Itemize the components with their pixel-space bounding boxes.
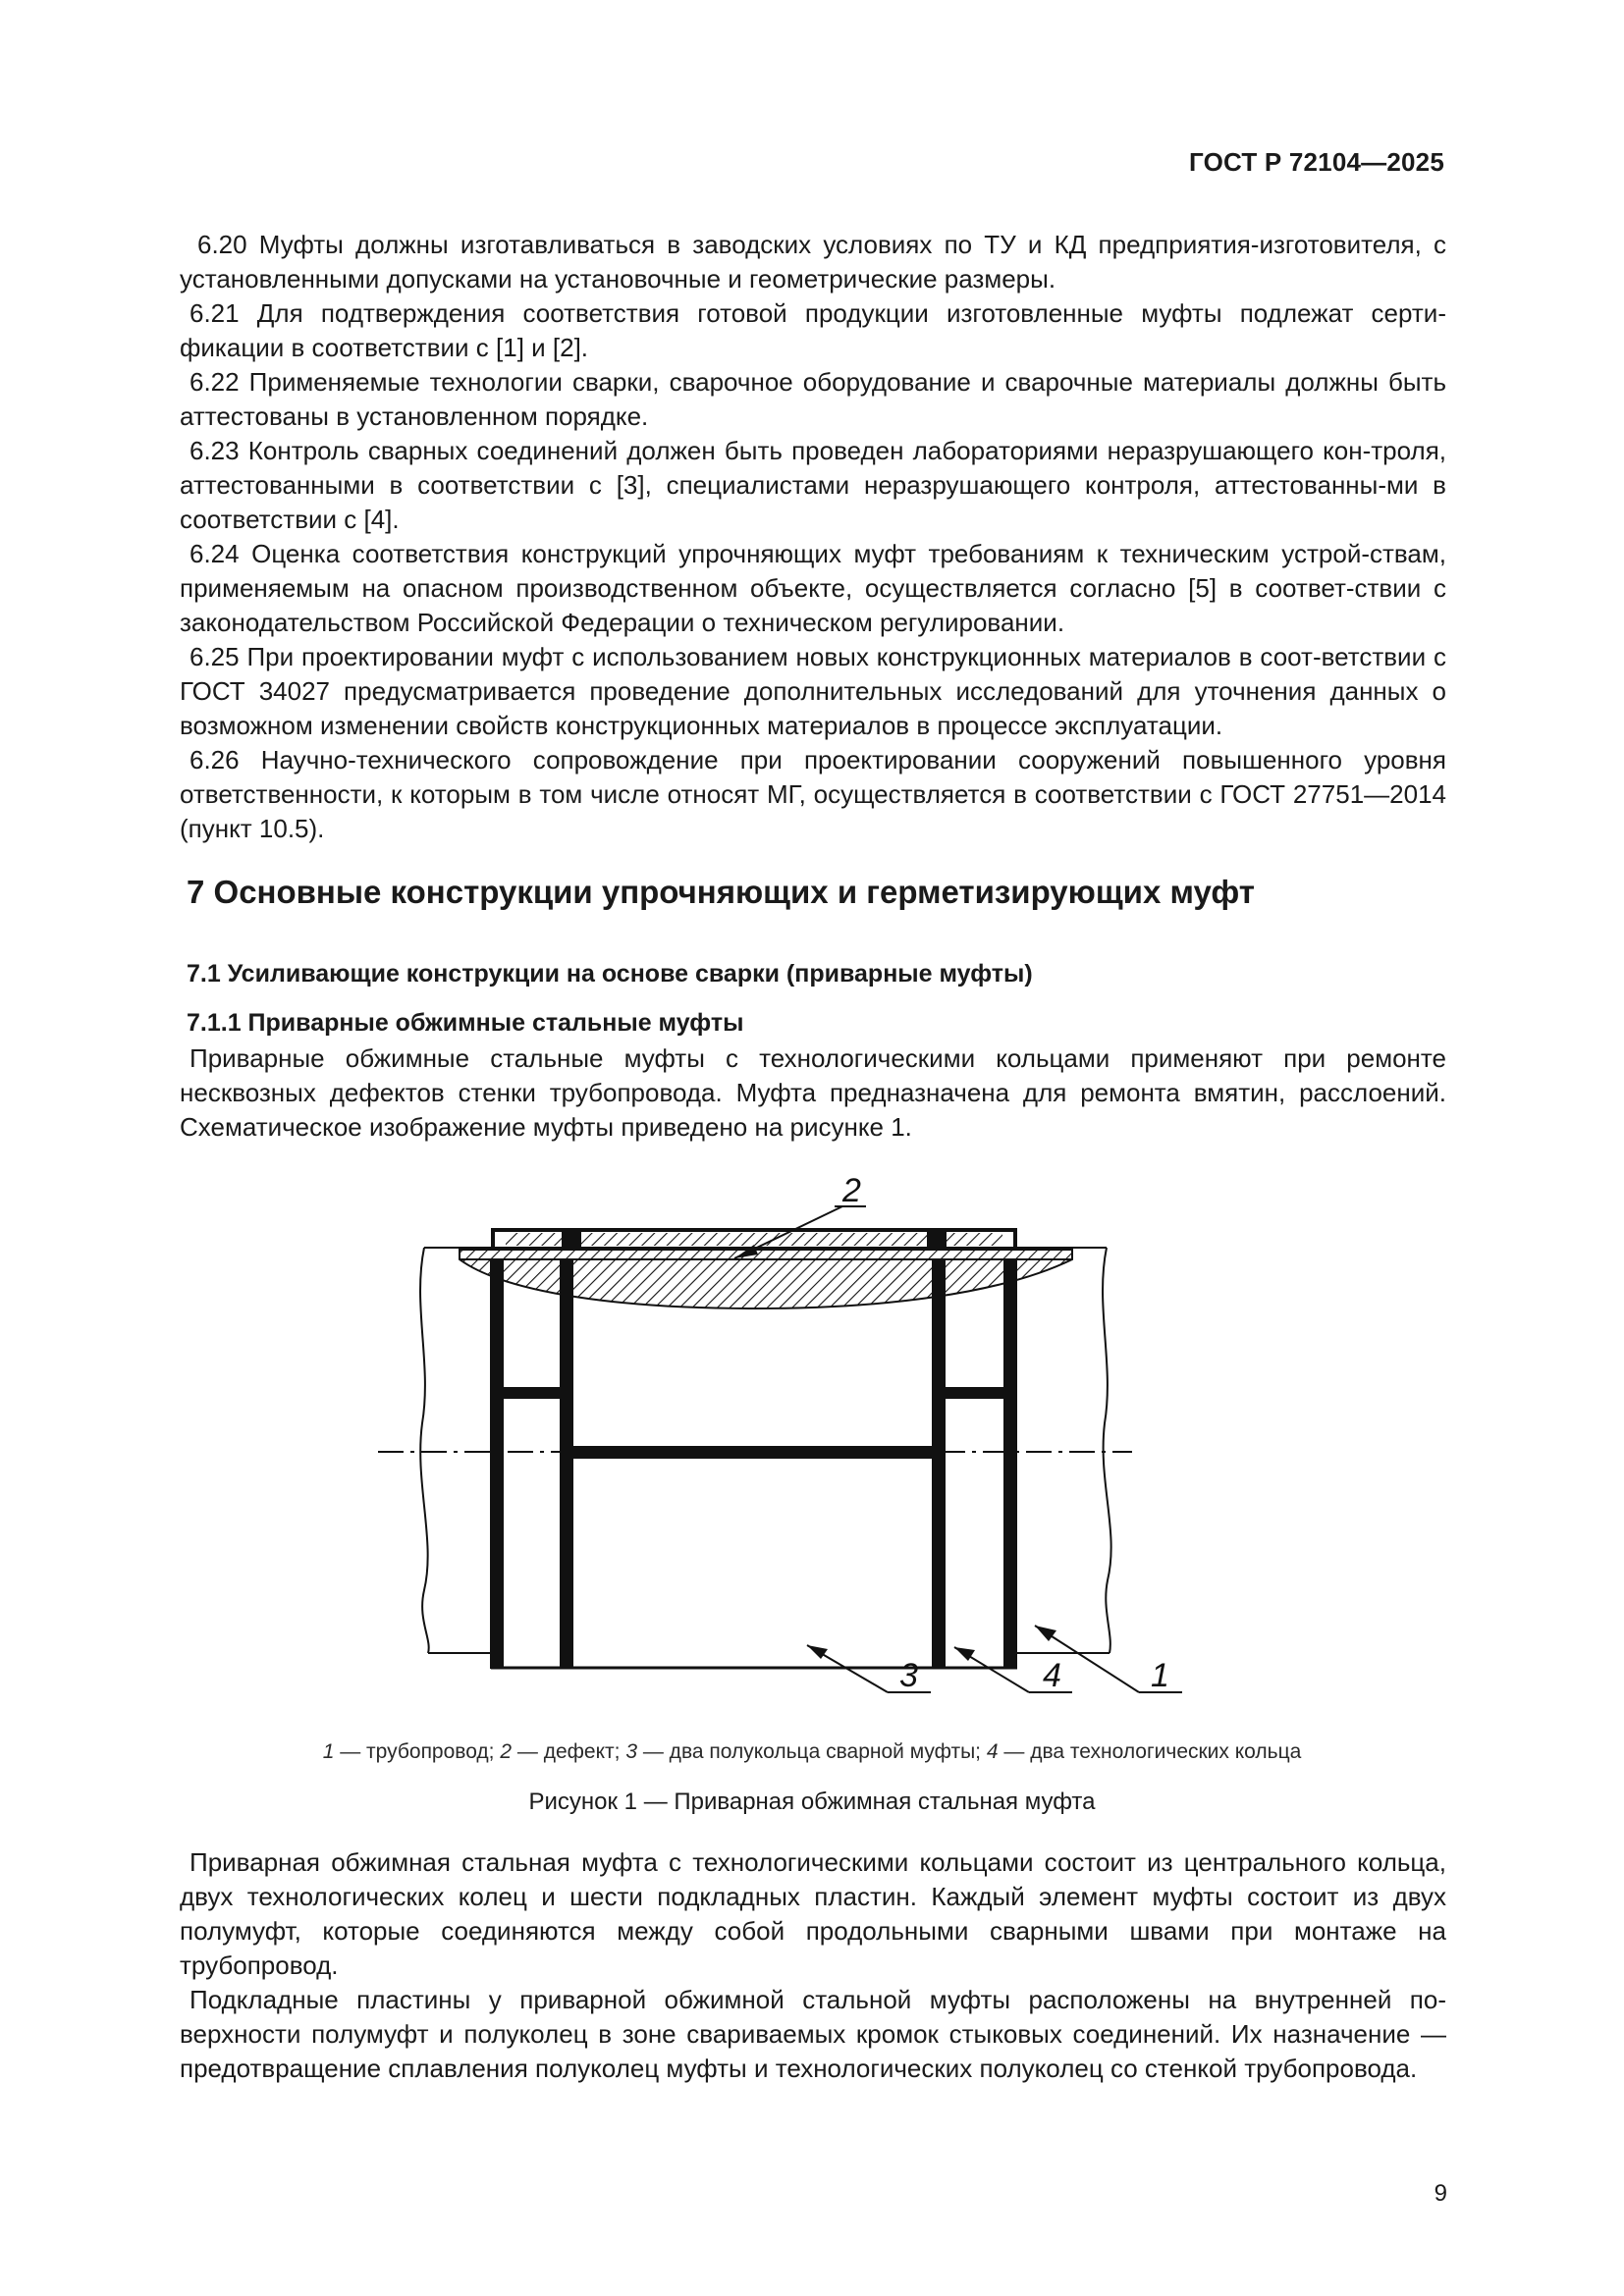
paragraph-6-25: 6.25 При проектировании муфт с использованием новых конструкционных материалов в соот-ветствии с ГОСТ 34027 предусматривается проведение дополнительных исследований для уточнения данных о возможном изменении свойств конструкционных материалов в процессе эксплуатации. (180, 642, 1446, 740)
tech-ring-right-outer (1003, 1259, 1017, 1669)
sleeve-center-bar (560, 1446, 946, 1459)
paragraph-6-26: 6.26 Научно-технического сопровождение при проектировании сооружений повышенного уровня ответственности, к которым в том числе относят МГ, осуществляется в соответствии с ГОСТ 27751—2014 (пункт 10.5). (180, 745, 1446, 843)
ring-top-hatch-left (506, 1233, 562, 1246)
paragraph-sleeve-structure: Приварная обжимная стальная муфта с технологическими кольцами состоит из центрального кольца, двух технологических колец и шести подкладных пластин. Каждый элемент муфты состоит из двух полумуфт, которые соединяются между собой продольными сварными швами при монтаже на трубопровод. (180, 1847, 1446, 1980)
figure-caption: Рисунок 1 — Приварная обжимная стальная муфта (528, 1789, 1096, 1815)
paragraph-6-22: 6.22 Применяемые технологии сварки, сварочное оборудование и сварочные материалы должны быть аттестованы в установленном порядке. (180, 367, 1446, 431)
legend-text-1: — трубопровод; (334, 1740, 501, 1763)
legend-num-4: 4 (986, 1740, 999, 1763)
leader-3-arrow (807, 1645, 828, 1659)
legend-text-3: — два полукольца сварной муфты; (637, 1740, 987, 1763)
paragraph-backing-plates: Подкладные пластины у приварной обжимной стальной муфты расположены на внутренней по-верхности полумуфт и полуколец в зоне свариваемых кромок стыковых соединений. Их назначение — предотвращение сплавления полуколец муфты и технологических полуколец со стенкой трубопровода. (180, 1985, 1446, 2083)
paragraph-6-20: 6.20 Муфты должны изготавливаться в заводских условиях по ТУ и КД предприятия-изготовителя, с установленными допусками на установочные и геометрические размеры. (180, 230, 1446, 294)
pipe-right-break (1103, 1248, 1111, 1653)
label-1: 1 (1151, 1657, 1169, 1694)
subsubsection-title: 7.1.1 Приварные обжимные стальные муфты (187, 1009, 744, 1037)
subsection-title: 7.1 Усиливающие конструкции на основе сварки (приварные муфты) (187, 960, 1033, 988)
legend-num-3: 3 (625, 1740, 638, 1763)
halfring-right (932, 1259, 946, 1669)
ring-gap-left (562, 1231, 581, 1248)
label-2: 2 (842, 1172, 861, 1209)
ring-top-hatch-right (947, 1233, 1002, 1246)
paragraphs-bottom (180, 1845, 1446, 2086)
legend-num-1: 1 (322, 1740, 335, 1763)
tech-ring-left-outer (490, 1259, 504, 1669)
section-title: 7 Основные конструкции упрочняющих и герметизирующих муфт (187, 874, 1255, 910)
paragraph-6-21: 6.21 Для подтверждения соответствия готовой продукции изготовленные муфты подлежат серти-фикации в соответствии с [1] и [2]. (180, 298, 1446, 362)
paragraph-6-24: 6.24 Оценка соответствия конструкций упрочняющих муфт требованиям к техническим устрой-ствам, применяемым на опасном производственном объекте, осуществляется согласно [5] в соответ-ствии с законодательством Российской Федерации о техническом регулировании. (180, 539, 1446, 637)
label-4: 4 (1043, 1657, 1061, 1694)
pipe-left-break (420, 1248, 429, 1653)
ring-crossbar-left (491, 1387, 571, 1399)
legend-text-2: — дефект; (512, 1740, 626, 1763)
halfring-left (560, 1259, 573, 1669)
sleeve-halfrings (460, 1230, 1072, 1669)
intro-paragraph: Приварные обжимные стальные муфты с технологическими кольцами применяют при ремонте несквозных дефектов стенки трубопровода. Муфта предназначена для ремонта вмятин, расслоений. Схематическое изображение муфты приведено на рисунке 1. (180, 1043, 1446, 1142)
paragraph-6-23: 6.23 Контроль сварных соединений должен быть проведен лабораториями неразрушающего кон-троля, аттестованными в соответствии с [3], специалистами неразрушающего контроля, аттестованны-ми в соответствии с [4]. (180, 436, 1446, 534)
legend-text-4: — два технологических кольца (998, 1740, 1302, 1763)
halfring-top-hatch (581, 1233, 927, 1246)
ring-gap-right (927, 1231, 947, 1248)
legend-num-2: 2 (500, 1740, 513, 1763)
document-code: ГОСТ Р 72104—2025 (1189, 147, 1444, 177)
ring-crossbar-right (934, 1387, 1014, 1399)
leader-1-arrow (1035, 1626, 1056, 1641)
figure-legend (0, 1740, 1624, 1764)
page-number: 9 (1434, 2180, 1447, 2207)
label-3: 3 (899, 1657, 918, 1694)
